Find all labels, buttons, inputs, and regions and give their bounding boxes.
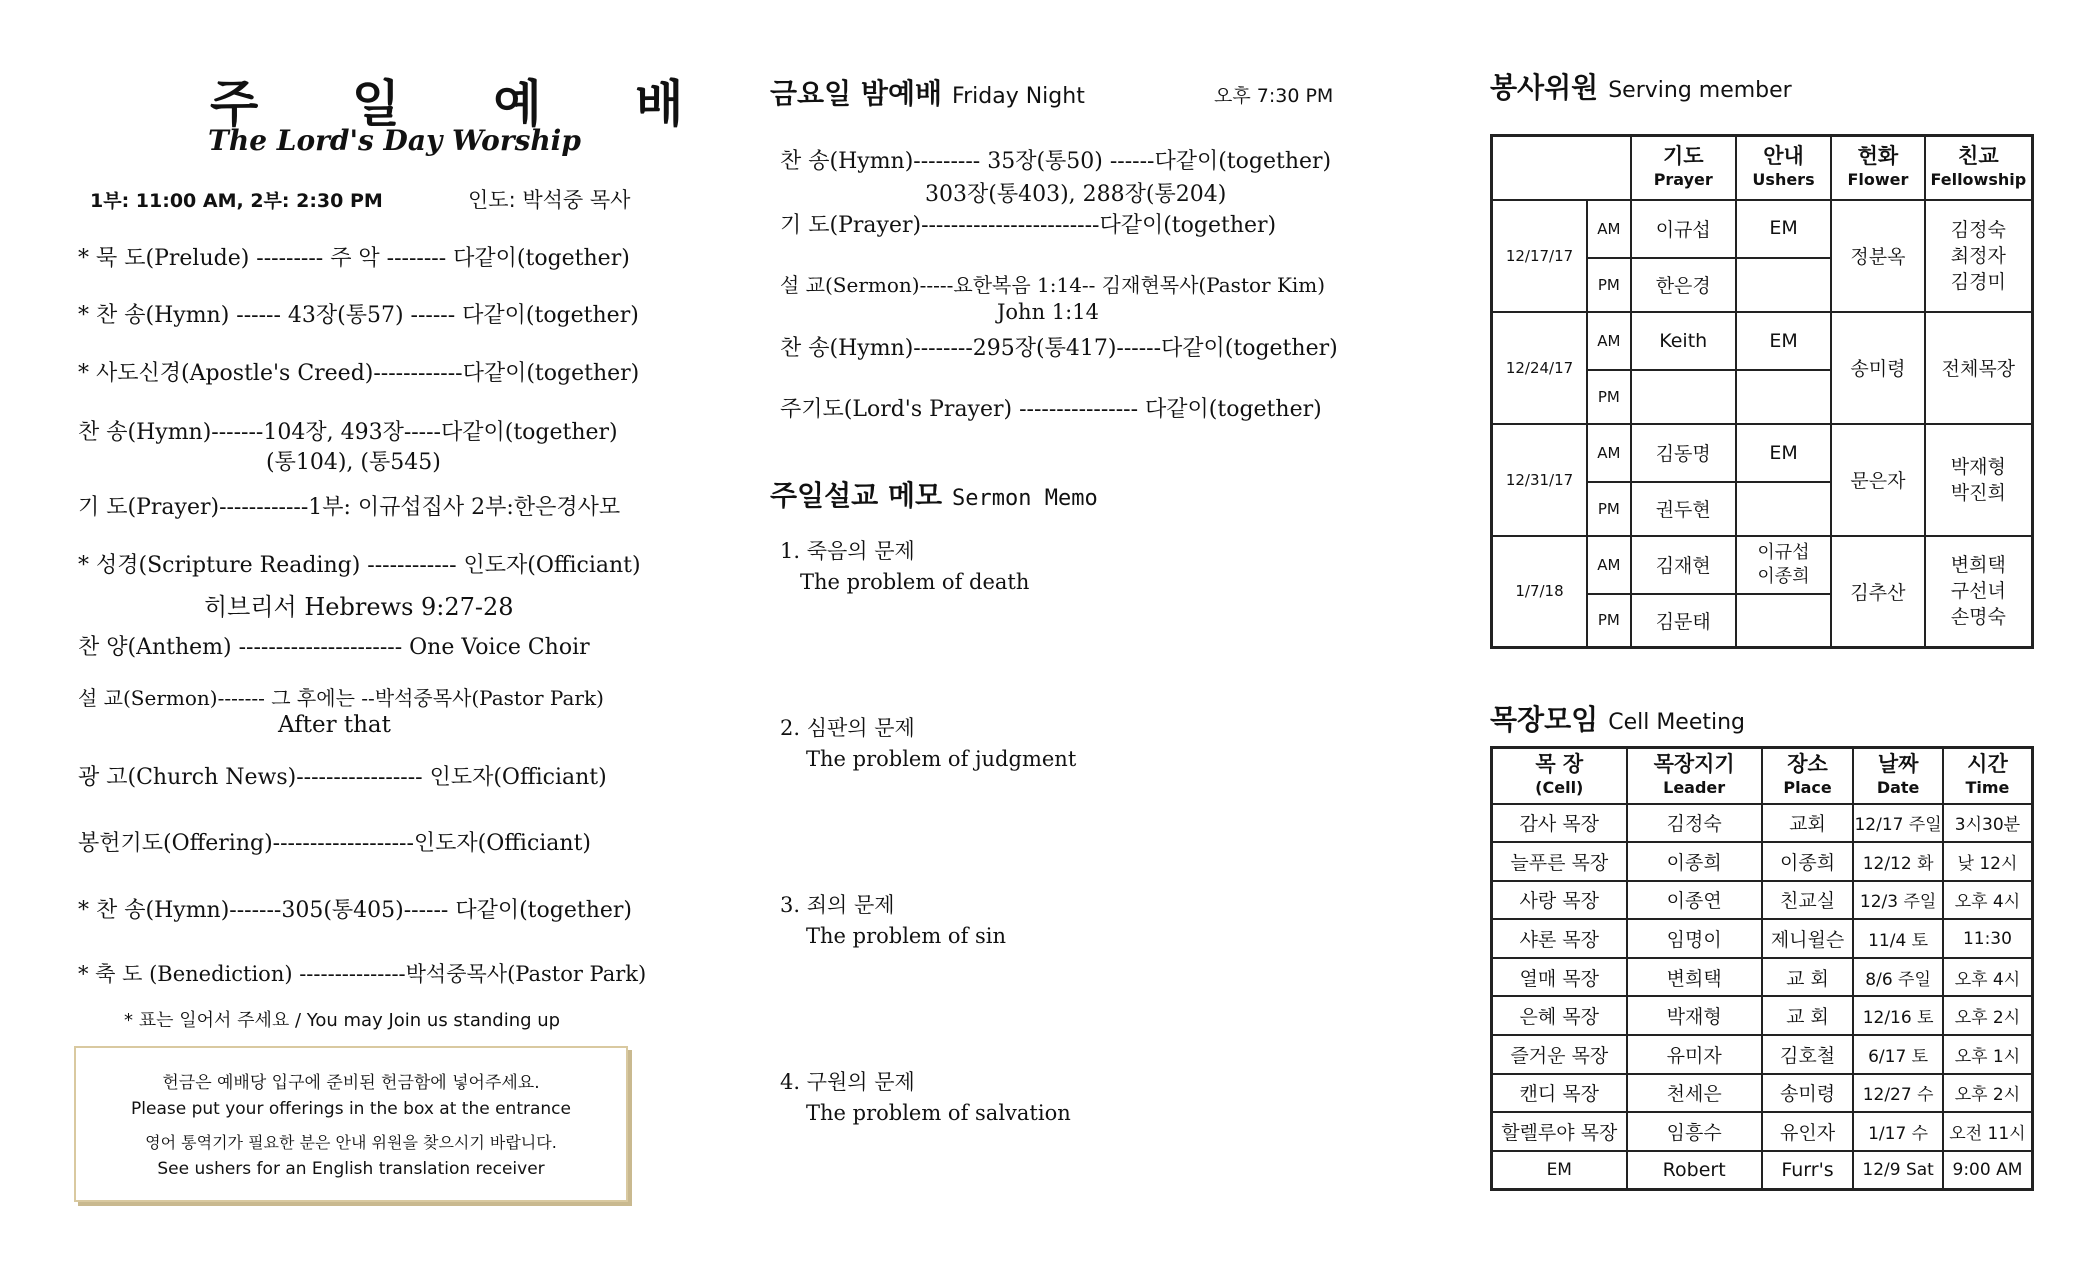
table-row	[1492, 200, 2033, 258]
serving-header-flower: 헌화 Flower	[1831, 136, 1924, 200]
cell-time: 9:00 AM	[1943, 1151, 2033, 1190]
cell-header-time: 시간 Time	[1943, 748, 2033, 804]
friday-line-lords-prayer: 주기도(Lord's Prayer) ---------------- 다같이(together)	[780, 397, 1322, 422]
cell-time: 오후 2시	[1943, 996, 2033, 1035]
memo-heading	[770, 474, 1098, 514]
table-row	[1492, 1151, 2033, 1190]
memo-item-1-en: The problem of death	[800, 570, 1030, 594]
serving-title-en: Serving member	[1608, 78, 1792, 103]
notice-line-2: Please put your offerings in the box at the entrance	[131, 1099, 571, 1119]
cell-place: Furr's	[1762, 1151, 1854, 1190]
cell-header-cell: 목 장 (Cell)	[1492, 748, 1627, 804]
cell-date: 12/9 Sat	[1853, 1151, 1943, 1190]
serving-ushers-pm	[1736, 482, 1831, 536]
order-line-hymn-2-sub: (통104), (통545)	[266, 450, 441, 475]
serving-heading	[1490, 66, 1792, 106]
table-row	[1492, 1035, 2033, 1074]
worship-leader: 인도: 박석중 목사	[468, 188, 631, 212]
cell-time: 11:30	[1943, 919, 2033, 958]
order-line-prelude: * 묵 도(Prelude) --------- 주 악 -------- 다같이(together)	[78, 246, 630, 271]
notice-line-1: 헌금은 예배당 입구에 준비된 헌금함에 넣어주세요.	[162, 1073, 540, 1093]
cell-date: 11/4 토	[1853, 919, 1943, 958]
serving-table	[1490, 134, 2034, 649]
cell-leader: 이종희	[1627, 842, 1762, 881]
cell-date: 12/3 주일	[1853, 881, 1943, 920]
friday-time: 오후 7:30 PM	[1214, 85, 1334, 107]
serving-ushers: EM	[1736, 312, 1831, 370]
friday-title-en: Friday Night	[952, 84, 1085, 109]
cell-place: 이종희	[1762, 842, 1854, 881]
serving-ushers: EM	[1736, 424, 1831, 482]
table-row	[1492, 804, 2033, 843]
cell-name: EM	[1492, 1151, 1627, 1190]
serving-header-fellowship: 친교 Fellowship	[1925, 136, 2033, 200]
memo-title-kr: 주일설교 메모	[770, 479, 943, 512]
cell-heading	[1490, 698, 1745, 738]
worship-title-kr: 주 일 예 배	[210, 75, 722, 133]
cell-leader: Robert	[1627, 1151, 1762, 1190]
memo-item-4-en: The problem of salvation	[806, 1101, 1071, 1125]
cell-time: 오후 4시	[1943, 958, 2033, 997]
cell-date: 6/17 토	[1853, 1035, 1943, 1074]
memo-item-4-kr: 4. 구원의 문제	[780, 1070, 915, 1094]
pm-label: PM	[1587, 370, 1631, 424]
cell-time: 3시30분	[1943, 804, 2033, 843]
table-row	[1492, 1112, 2033, 1151]
order-line-creed: * 사도신경(Apostle's Creed)------------다같이(together)	[78, 361, 640, 386]
serving-fellowship: 박재형 박진희	[1925, 424, 2033, 536]
cell-name: 은혜 목장	[1492, 996, 1627, 1035]
friday-line-hymn-1-sub: 303장(통403), 288장(통204)	[925, 182, 1227, 207]
am-label: AM	[1587, 312, 1631, 370]
worship-times: 1부: 11:00 AM, 2부: 2:30 PM	[90, 190, 383, 212]
cell-date: 12/27 수	[1853, 1074, 1943, 1113]
cell-place: 김호철	[1762, 1035, 1854, 1074]
cell-name: 늘푸른 목장	[1492, 842, 1627, 881]
cell-place: 교회	[1762, 804, 1854, 843]
cell-header-place: 장소 Place	[1762, 748, 1854, 804]
serving-ushers: 이규섭 이종희	[1736, 536, 1831, 594]
serving-ushers-pm	[1736, 370, 1831, 424]
serving-ushers-pm	[1736, 594, 1831, 648]
serving-pm-prayer: 김문태	[1631, 594, 1736, 648]
serving-ushers: EM	[1736, 200, 1831, 258]
offering-notice-box	[74, 1046, 628, 1202]
serving-header-empty	[1492, 136, 1631, 200]
cell-name: 샤론 목장	[1492, 919, 1627, 958]
serving-date: 1/7/18	[1492, 536, 1588, 648]
order-line-anthem: 찬 양(Anthem) ---------------------- One Voice Choir	[78, 635, 590, 660]
serving-flower: 김추산	[1831, 536, 1924, 648]
cell-title-en: Cell Meeting	[1608, 710, 1746, 735]
serving-pm-prayer	[1631, 370, 1736, 424]
memo-item-3-en: The problem of sin	[806, 924, 1007, 948]
friday-title-kr: 금요일 밤예배	[770, 77, 943, 110]
table-row	[1492, 996, 2033, 1035]
am-label: AM	[1587, 424, 1631, 482]
cell-header-date: 날짜 Date	[1853, 748, 1943, 804]
table-row	[1492, 958, 2033, 997]
order-line-scripture: * 성경(Scripture Reading) ------------ 인도자(Officiant)	[78, 553, 641, 578]
cell-name: 즐거운 목장	[1492, 1035, 1627, 1074]
order-line-hymn-3: * 찬 송(Hymn)-------305(통405)------ 다같이(together)	[78, 898, 632, 923]
serving-date: 12/31/17	[1492, 424, 1588, 536]
serving-title-kr: 봉사위원	[1490, 71, 1599, 104]
friday-line-sermon: 설 교(Sermon)-----요한복음 1:14-- 김재현목사(Pastor Kim)	[780, 273, 1326, 297]
table-row	[1492, 842, 2033, 881]
memo-title-en: Sermon Memo	[952, 486, 1098, 511]
serving-header-prayer: 기도 Prayer	[1631, 136, 1736, 200]
cell-date: 12/16 토	[1853, 996, 1943, 1035]
cell-place: 유인자	[1762, 1112, 1854, 1151]
cell-name: 사랑 목장	[1492, 881, 1627, 920]
serving-header-row	[1492, 136, 2033, 200]
cell-leader: 유미자	[1627, 1035, 1762, 1074]
cell-time: 오후 4시	[1943, 881, 2033, 920]
serving-flower: 송미령	[1831, 312, 1924, 424]
friday-line-sermon-ref: John 1:14	[997, 300, 1099, 324]
cell-place: 송미령	[1762, 1074, 1854, 1113]
order-line-hymn-1: * 찬 송(Hymn) ------ 43장(통57) ------ 다같이(together)	[78, 303, 639, 328]
serving-am-prayer: 김재현	[1631, 536, 1736, 594]
cell-time: 낮 12시	[1943, 842, 2033, 881]
cell-date: 1/17 수	[1853, 1112, 1943, 1151]
memo-item-1-kr: 1. 죽음의 문제	[780, 539, 915, 563]
table-row	[1492, 312, 2033, 370]
order-line-offering: 봉헌기도(Offering)-------------------인도자(Officiant)	[78, 831, 592, 856]
am-label: AM	[1587, 200, 1631, 258]
friday-heading	[770, 72, 1085, 112]
table-row	[1492, 1074, 2033, 1113]
memo-item-2-en: The problem of judgment	[806, 747, 1077, 771]
pm-label: PM	[1587, 482, 1631, 536]
memo-item-2-kr: 2. 심판의 문제	[780, 716, 915, 740]
cell-date: 12/17 주일	[1853, 804, 1943, 843]
pm-label: PM	[1587, 258, 1631, 312]
cell-leader: 박재형	[1627, 996, 1762, 1035]
cell-leader: 천세은	[1627, 1074, 1762, 1113]
serving-pm-prayer: 권두현	[1631, 482, 1736, 536]
friday-line-hymn-1: 찬 송(Hymn)--------- 35장(통50) ------다같이(together)	[780, 149, 1332, 174]
table-row	[1492, 424, 2033, 482]
serving-header-ushers: 안내 Ushers	[1736, 136, 1831, 200]
serving-ushers-pm	[1736, 258, 1831, 312]
cell-time: 오전 11시	[1943, 1112, 2033, 1151]
cell-date: 12/12 화	[1853, 842, 1943, 881]
cell-time: 오후 1시	[1943, 1035, 2033, 1074]
cell-header-leader: 목장지기 Leader	[1627, 748, 1762, 804]
order-line-sermon: 설 교(Sermon)------- 그 후에는 --박석중목사(Pastor Park)	[78, 686, 604, 710]
cell-name: 감사 목장	[1492, 804, 1627, 843]
cell-place: 제니윌슨	[1762, 919, 1854, 958]
notice-line-3: 영어 통역기가 필요한 분은 안내 위원을 찾으시기 바랍니다.	[145, 1133, 557, 1152]
am-label: AM	[1587, 536, 1631, 594]
order-line-hymn-2: 찬 송(Hymn)-------104장, 493장-----다같이(together)	[78, 420, 618, 445]
serving-pm-prayer: 한은경	[1631, 258, 1736, 312]
cell-name: 할렐루야 목장	[1492, 1112, 1627, 1151]
serving-am-prayer: 이규섭	[1631, 200, 1736, 258]
cell-header-row	[1492, 748, 2033, 804]
table-row	[1492, 919, 2033, 958]
cell-leader: 이종연	[1627, 881, 1762, 920]
cell-name: 캔디 목장	[1492, 1074, 1627, 1113]
order-line-sermon-en: After that	[278, 712, 391, 738]
cell-place: 교 회	[1762, 958, 1854, 997]
notice-line-4: See ushers for an English translation receiver	[157, 1159, 545, 1179]
cell-table-body	[1492, 804, 2033, 1190]
cell-leader: 김정숙	[1627, 804, 1762, 843]
cell-leader: 변희택	[1627, 958, 1762, 997]
cell-leader: 임명이	[1627, 919, 1762, 958]
pm-label: PM	[1587, 594, 1631, 648]
cell-date: 8/6 주일	[1853, 958, 1943, 997]
worship-title-en: The Lord's Day Worship	[208, 124, 581, 157]
serving-date: 12/17/17	[1492, 200, 1588, 312]
serving-date: 12/24/17	[1492, 312, 1588, 424]
memo-item-3-kr: 3. 죄의 문제	[780, 893, 895, 917]
order-line-prayer: 기 도(Prayer)------------1부: 이규섭집사 2부:한은경사모	[78, 495, 621, 520]
serving-fellowship: 변희택 구선녀 손명숙	[1925, 536, 2033, 648]
cell-place: 친교실	[1762, 881, 1854, 920]
cell-time: 오후 2시	[1943, 1074, 2033, 1113]
cell-leader: 임흥수	[1627, 1112, 1762, 1151]
serving-am-prayer: 김동명	[1631, 424, 1736, 482]
cell-place: 교 회	[1762, 996, 1854, 1035]
order-line-news: 광 고(Church News)----------------- 인도자(Officiant)	[78, 765, 607, 790]
cell-title-kr: 목장모임	[1490, 703, 1599, 736]
cell-table	[1490, 746, 2034, 1191]
serving-fellowship: 김정숙 최정자 김경미	[1925, 200, 2033, 312]
friday-line-prayer: 기 도(Prayer)------------------------다같이(together)	[780, 213, 1277, 238]
friday-line-hymn-2: 찬 송(Hymn)--------295장(통417)------다같이(together)	[780, 336, 1338, 361]
standing-note: * 표는 일어서 주세요 / You may Join us standing up	[124, 1010, 561, 1031]
serving-flower: 문은자	[1831, 424, 1924, 536]
order-line-scripture-ref: 히브리서 Hebrews 9:27-28	[204, 593, 514, 621]
order-line-benediction: * 축 도 (Benediction) ---------------박석중목사(Pastor Park)	[78, 962, 647, 986]
table-row	[1492, 881, 2033, 920]
serving-am-prayer: Keith	[1631, 312, 1736, 370]
serving-flower: 정분옥	[1831, 200, 1924, 312]
table-row	[1492, 536, 2033, 594]
cell-name: 열매 목장	[1492, 958, 1627, 997]
serving-fellowship: 전체목장	[1925, 312, 2033, 424]
